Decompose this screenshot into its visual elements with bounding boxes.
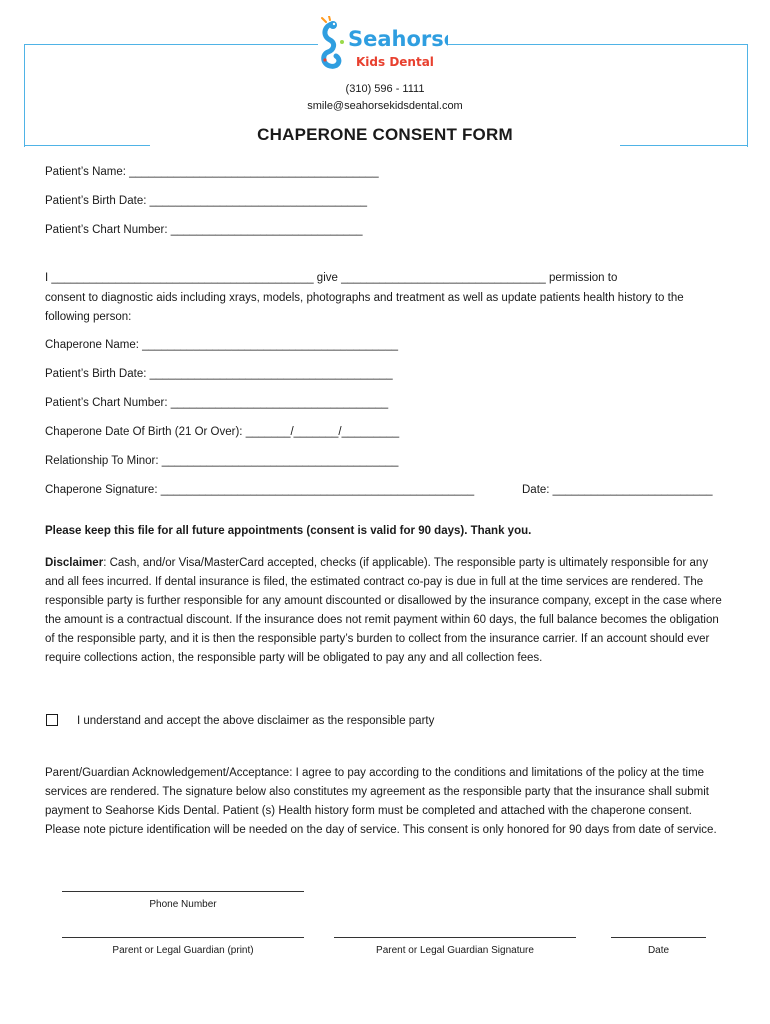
phone-number: (310) 596 - 1111 [345, 83, 425, 95]
guardian-print-label: Parent or Legal Guardian (print) [112, 945, 254, 956]
page-title: CHAPERONE CONSENT FORM [257, 125, 513, 144]
relationship-field[interactable]: Relationship To Minor: _____________________________________ [45, 455, 399, 467]
frame-bottom-right [620, 145, 747, 146]
consent-text: consent to diagnostic aids including xrays, models, photographs and treatment as well as update patients health history to the following person: [45, 292, 684, 323]
date-label: Date [647, 945, 670, 956]
chaperone-chart-number-field[interactable]: Patient’s Chart Number: __________________________________ [45, 397, 389, 409]
chaperone-patient-birth-field[interactable]: Patient’s Birth Date: ______________________________________ [45, 368, 393, 380]
guardian-signature-line[interactable] [334, 937, 576, 938]
accept-checkbox-label: I understand and accept the above disclaimer as the responsible party [77, 715, 435, 727]
svg-text:Seahorse: Seahorse [348, 27, 448, 51]
disclaimer-label: Disclaimer [45, 557, 104, 569]
seahorse-logo [318, 16, 448, 82]
acknowledgement-text: Parent/Guardian Acknowledgement/Acceptance: I agree to pay according to the conditions and limitations of the policy at the time services are rendered. The signature below also constitutes my agreement as the responsible party that the insurance shall submit payment to Seahorse Kids Dental. Patient (s) Health history form must be completed and attached with the chaperone consent. Please note picture identification will be needed on the day of service. This consent is only honored for 90 days from date of service. [45, 767, 717, 836]
chaperone-date-field[interactable]: Date: _________________________ [522, 484, 713, 496]
chaperone-signature-field[interactable]: Chaperone Signature: _________________________________________________ [45, 484, 475, 496]
seahorse-icon [318, 16, 448, 82]
date-line[interactable] [611, 937, 706, 938]
guardian-print-line[interactable] [62, 937, 304, 938]
consent-line[interactable]: I _________________________________________ give ________________________________ permission to [45, 272, 618, 284]
svg-text:Kids Dental: Kids Dental [356, 55, 434, 69]
accept-checkbox[interactable] [46, 714, 58, 726]
patient-chart-number-field[interactable]: Patient’s Chart Number: ______________________________ [45, 224, 363, 236]
phone-number-line[interactable] [62, 891, 304, 892]
disclaimer-text: : Cash, and/or Visa/MasterCard accepted, checks (if applicable). The responsible party is ultimately responsible for any and all fees incurred. If dental insurance is filed, the estimated contract co-pay is due in full at the time services are rendered. The responsible party is further responsible for any amount discounted or disallowed by the insurance company, except in the case where the amount is a contractual discount. If the insurance does not remit payment within 60 days, the full balance becomes the obligation of the responsible party, and it is then the responsible party’s burden to collect from the insurance carrier. If an account should ever require collections action, the responsible party will be obligated to pay any and all collection fees. [45, 557, 722, 664]
validity-notice: Please keep this file for all future appointments (consent is valid for 90 days). Thank you. [45, 525, 532, 537]
email-address: smile@seahorsekidsdental.com [307, 100, 463, 112]
phone-number-label: Phone Number [149, 899, 217, 910]
disclaimer [45, 554, 725, 668]
chaperone-name-field[interactable]: Chaperone Name: ________________________________________ [45, 339, 398, 351]
patient-birth-date-field[interactable]: Patient’s Birth Date: __________________________________ [45, 195, 368, 207]
frame-bottom-left [24, 145, 150, 146]
guardian-signature-label: Parent or Legal Guardian Signature [376, 945, 534, 956]
patient-name-field[interactable]: Patient’s Name: _______________________________________ [45, 166, 379, 178]
chaperone-dob-field[interactable]: Chaperone Date Of Birth (21 Or Over): _______/_______/_________ [45, 426, 400, 438]
